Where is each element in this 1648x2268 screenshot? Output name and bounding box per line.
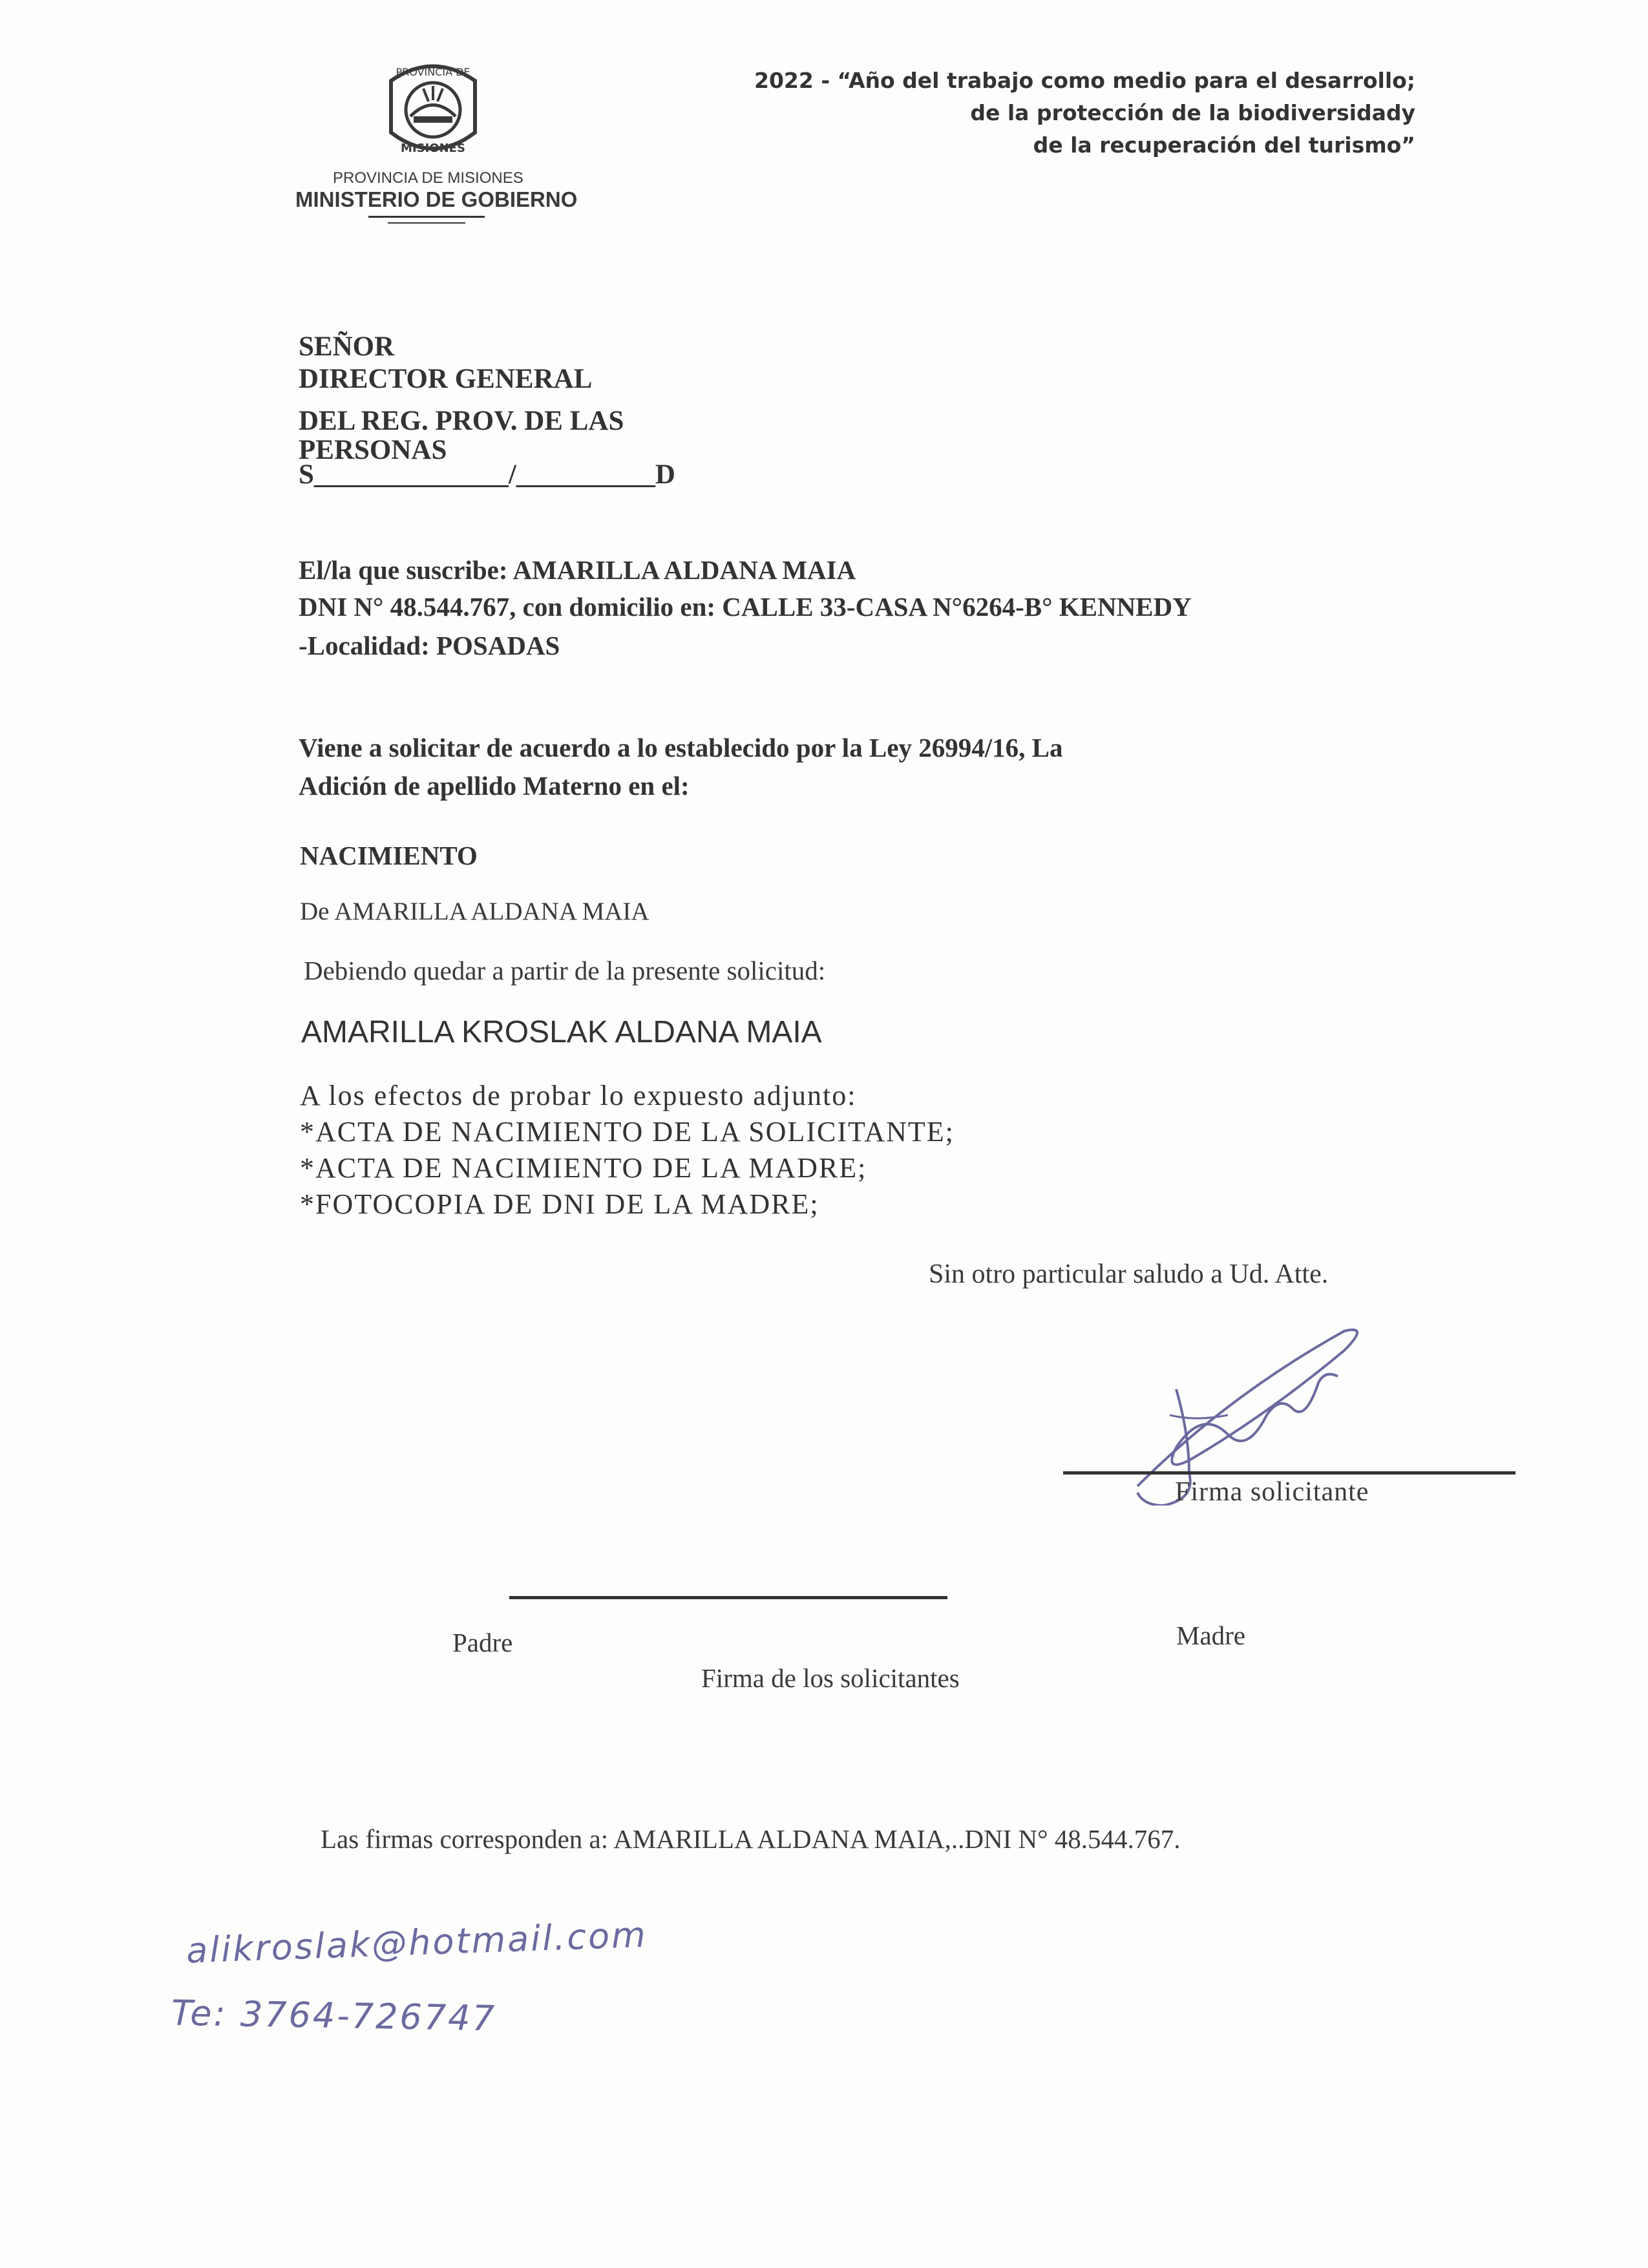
mother-label: Madre <box>1176 1621 1246 1650</box>
requesters-signature-label: Firma de los solicitantes <box>701 1663 960 1693</box>
applicant-line-2: DNI N° 48.544.767, con domicilio en: CALLE 33-CASA N°6264-B° KENNEDY <box>299 592 1192 622</box>
request-heading: NACIMIENTO <box>300 841 478 870</box>
province-seal-logo <box>378 55 488 165</box>
motto-line-2: de la protección de la biodiversidady <box>970 100 1415 125</box>
signature-attestation: Las firmas corresponden a: AMARILLA ALDANA MAIA,..DNI N° 48.544.767. <box>321 1824 1181 1854</box>
applicant-line-3: -Localidad: POSADAS <box>299 631 560 660</box>
attachment-item-2: *ACTA DE NACIMIENTO DE LA MADRE; <box>300 1152 867 1184</box>
ministry-underline-1 <box>368 216 485 218</box>
handwritten-email: alikroslak@hotmail.com <box>185 1914 648 1971</box>
attachments-intro: A los efectos de probar lo expuesto adjunto: <box>300 1080 857 1111</box>
year-motto <box>754 65 1415 162</box>
applicant-line-1: El/la que suscribe: AMARILLA ALDANA MAIA <box>299 555 856 585</box>
request-should-become: Debiendo quedar a partir de la presente solicitud: <box>304 956 826 985</box>
handwritten-phone: Te: 3764-726747 <box>171 1992 497 2039</box>
addressee-line-2: DIRECTOR GENERAL <box>299 364 593 394</box>
parents-signature-line <box>509 1596 947 1599</box>
ministry-label: MINISTERIO DE GOBIERNO <box>295 187 578 211</box>
request-new-name: AMARILLA KROSLAK ALDANA MAIA <box>301 1015 822 1049</box>
applicant-signature-line <box>1063 1471 1516 1475</box>
addressee-line-5: S______________/__________D <box>299 459 675 490</box>
father-label: Padre <box>452 1628 513 1657</box>
seal-text-bottom: MISIONES <box>401 142 465 155</box>
motto-line-3: de la recuperación del turismo” <box>1033 132 1415 158</box>
request-line-1: Viene a solicitar de acuerdo a lo establecido por la Ley 26994/16, La <box>299 733 1063 762</box>
addressee-line-1: SEÑOR <box>299 331 395 362</box>
attachment-item-3: *FOTOCOPIA DE DNI DE LA MADRE; <box>300 1188 819 1220</box>
addressee-line-4: PERSONAS <box>299 435 447 465</box>
request-line-2: Adición de apellido Materno en el: <box>299 771 690 801</box>
closing-text: Sin otro particular saludo a Ud. Atte. <box>929 1259 1329 1289</box>
addressee-line-3: DEL REG. PROV. DE LAS <box>299 406 624 436</box>
request-of-name: De AMARILLA ALDANA MAIA <box>300 898 650 925</box>
attachment-item-1: *ACTA DE NACIMIENTO DE LA SOLICITANTE; <box>300 1116 955 1148</box>
ministry-underline-2 <box>388 222 465 224</box>
applicant-signature-label: Firma solicitante <box>1175 1477 1369 1507</box>
seal-text-top: PROVINCIA DE <box>396 66 470 78</box>
province-label: PROVINCIA DE MISIONES <box>333 169 523 187</box>
motto-line-1: 2022 - “Año del trabajo como medio para el desarrollo; <box>754 68 1415 93</box>
